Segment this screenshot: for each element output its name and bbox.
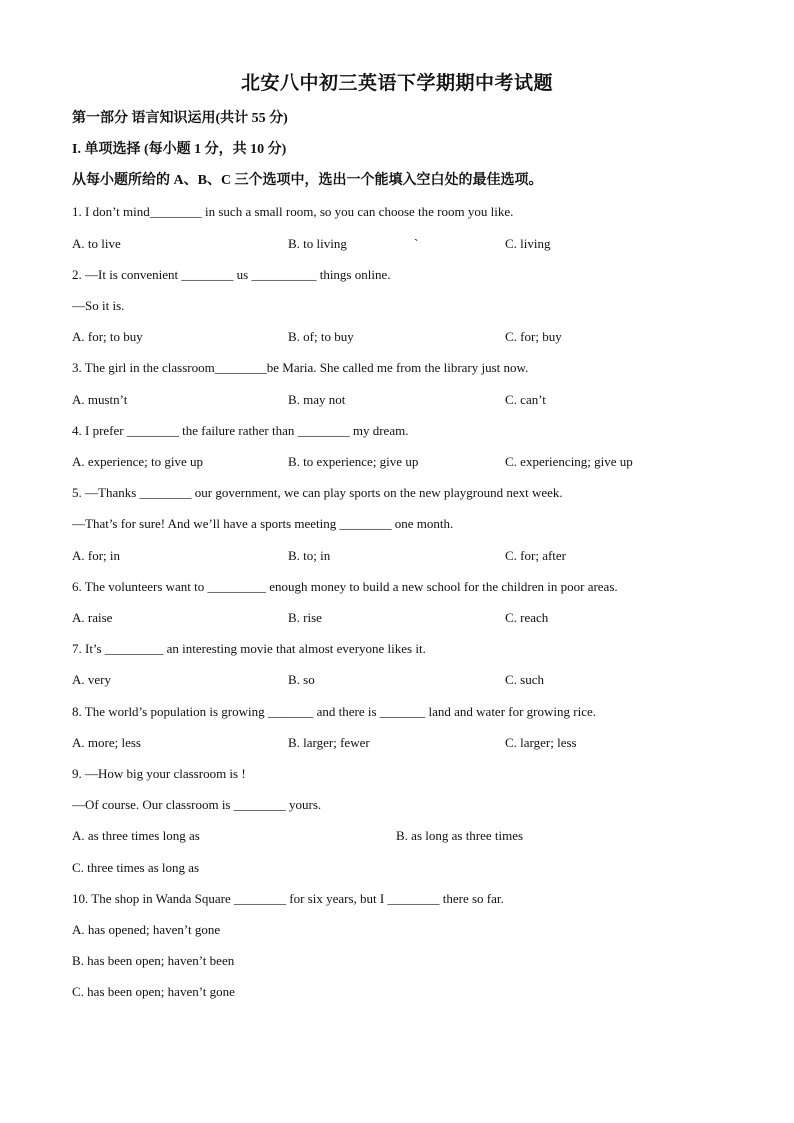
question-5-option-c: C. for; after (505, 548, 567, 563)
question-7-option-c: C. such (505, 672, 544, 687)
question-4-option-a: A. experience; to give up (72, 454, 204, 469)
question-9-option-c: C. three times as long as (72, 860, 200, 875)
question-2-reply: —So it is. (72, 298, 125, 313)
question-6-stem: 6. The volunteers want to _________ enough money to build a new school for the children in poor areas. (72, 579, 618, 594)
question-8-option-b: B. larger; fewer (288, 735, 370, 750)
question-7-option-b: B. so (288, 672, 315, 687)
question-3-option-c: C. can’t (505, 392, 546, 407)
question-2-option-c: C. for; buy (505, 329, 562, 344)
question-7-option-a: A. very (72, 672, 111, 687)
question-10-option-a: A. has opened; haven’t gone (72, 922, 221, 937)
question-3-option-b: B. may not (288, 392, 346, 407)
question-6-option-c: C. reach (505, 610, 549, 625)
question-8-option-a: A. more; less (72, 735, 141, 750)
question-10-stem: 10. The shop in Wanda Square ________ for six years, but I ________ there so far. (72, 891, 504, 906)
question-6-option-a: A. raise (72, 610, 113, 625)
question-5-option-a: A. for; in (72, 548, 121, 563)
question-4-option-b: B. to experience; give up (288, 454, 419, 469)
question-6-option-b: B. rise (288, 610, 322, 625)
question-10-option-c: C. has been open; haven’t gone (72, 984, 235, 999)
question-5-reply: —That’s for sure! And we’ll have a sports meeting ________ one month. (72, 516, 454, 531)
question-2-option-a: A. for; to buy (72, 329, 143, 344)
part-heading: 第一部分 语言知识运用(共计 55 分) (72, 111, 288, 126)
question-10-option-b: B. has been open; haven’t been (72, 953, 235, 968)
question-9-option-b: B. as long as three times (396, 828, 524, 843)
question-9-option-a: A. as three times long as (72, 828, 200, 843)
question-1-option-c: C. living (505, 236, 551, 251)
question-3-option-a: A. mustn’t (72, 392, 128, 407)
stray-mark: ` (414, 236, 419, 251)
question-1-stem: 1. I don’t mind________ in such a small room, so you can choose the room you like. (72, 204, 514, 219)
question-8-stem: 8. The world’s population is growing _______ and there is _______ land and water for growing rice. (72, 704, 596, 719)
question-9-reply: —Of course. Our classroom is ________ yours. (72, 797, 322, 812)
question-7-stem: 7. It’s _________ an interesting movie that almost everyone likes it. (72, 641, 426, 656)
question-4-option-c: C. experiencing; give up (505, 454, 633, 469)
question-2-stem: 2. —It is convenient ________ us __________ things online. (72, 267, 391, 282)
section-heading: I. 单项选择 (每小题 1 分，共 10 分) (72, 142, 287, 157)
instruction-text: 从每小题所给的 A、B、C 三个选项中，选出一个能填入空白处的最佳选项。 (72, 173, 543, 188)
question-5-option-b: B. to; in (288, 548, 331, 563)
question-1-option-b: B. to living (288, 236, 347, 251)
question-1-option-a: A. to live (72, 236, 121, 251)
question-3-stem: 3. The girl in the classroom________be Maria. She called me from the library just now. (72, 360, 529, 375)
question-8-option-c: C. larger; less (505, 735, 577, 750)
question-5-stem: 5. —Thanks ________ our government, we can play sports on the new playground next week. (72, 485, 563, 500)
question-4-stem: 4. I prefer ________ the failure rather than ________ my dream. (72, 423, 409, 438)
question-9-stem: 9. —How big your classroom is ! (72, 766, 246, 781)
page-title: 北安八中初三英语下学期期中考试题 (240, 73, 553, 94)
question-2-option-b: B. of; to buy (288, 329, 354, 344)
